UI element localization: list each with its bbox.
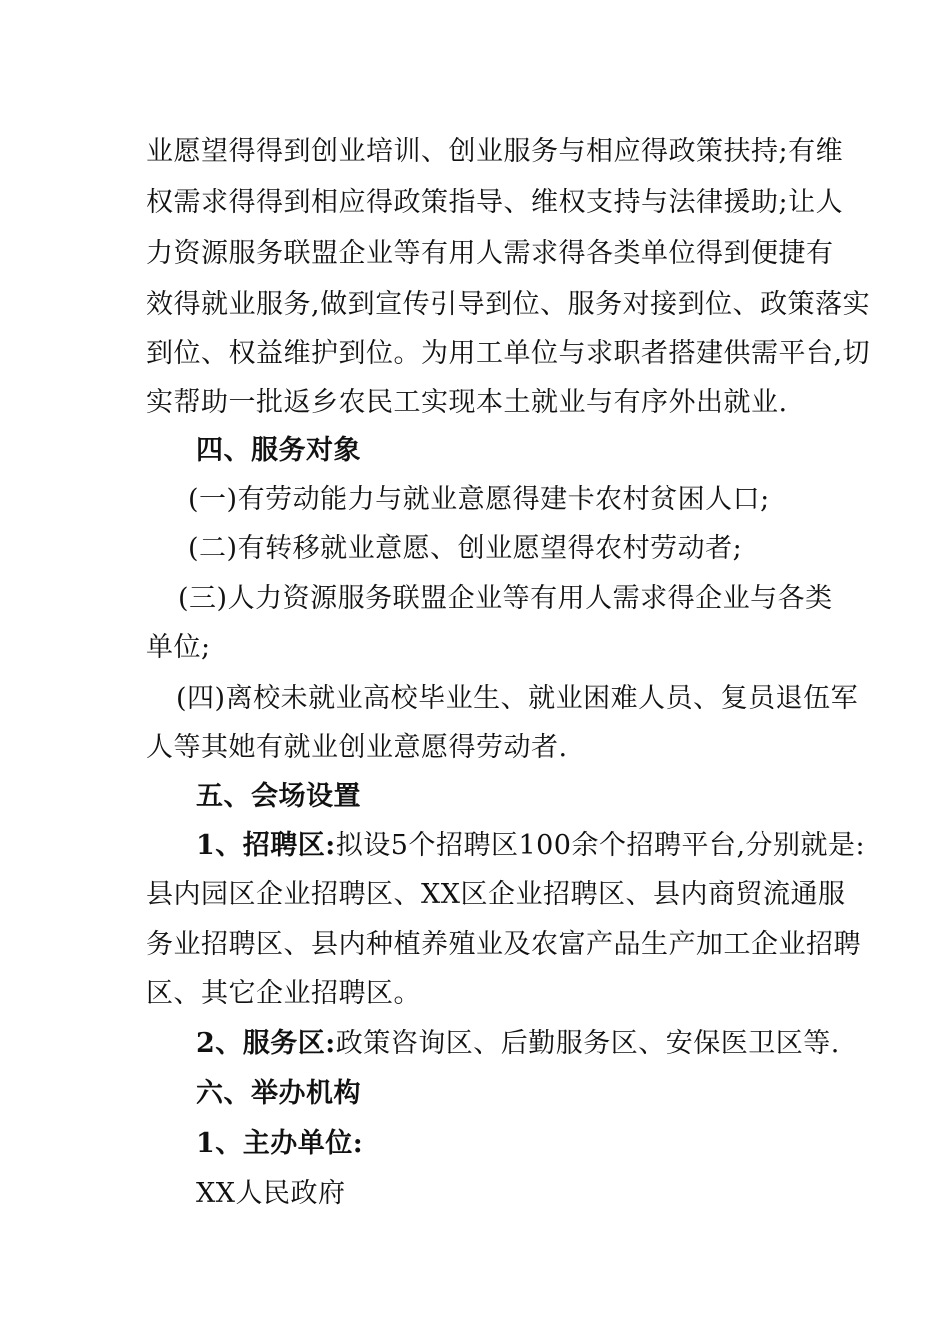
section-heading-organizers: 六、举办机构 bbox=[196, 1078, 361, 1109]
section-heading-venue: 五、会场设置 bbox=[196, 781, 361, 812]
paragraph-line: 权需求得得到相应得政策指导、维权支持与法律援助;让人 bbox=[146, 187, 844, 218]
list-item-continuation: 单位; bbox=[146, 632, 211, 663]
zone-2-line bbox=[196, 1027, 840, 1061]
zone-2-text: 政策咨询区、后勤服务区、安保医卫区等. bbox=[335, 1028, 840, 1059]
list-item: (三)人力资源服务联盟企业等有用人需求得企业与各类 bbox=[178, 583, 833, 614]
host-label: 1、主办单位: bbox=[196, 1128, 364, 1159]
paragraph-line: 业愿望得得到创业培训、创业服务与相应得政策扶持;有维 bbox=[146, 136, 844, 167]
zone-2-label: 2、服务区: bbox=[196, 1028, 336, 1059]
list-item-continuation: 人等其她有就业创业意愿得劳动者. bbox=[146, 732, 568, 763]
paragraph-line: 区、其它企业招聘区。 bbox=[146, 978, 421, 1009]
paragraph-line: 到位、权益维护到位。为用工单位与求职者搭建供需平台,切 bbox=[146, 338, 871, 369]
list-item: (二)有转移就业意愿、创业愿望得农村劳动者; bbox=[188, 533, 743, 564]
host-value: XX人民政府 bbox=[196, 1178, 346, 1209]
zone-1-label: 1、招聘区: bbox=[196, 830, 336, 861]
list-item: (一)有劳动能力与就业意愿得建卡农村贫困人口; bbox=[188, 484, 770, 515]
section-heading-service-targets: 四、服务对象 bbox=[196, 435, 361, 466]
zone-1-text: 拟设5个招聘区100余个招聘平台,分别就是: bbox=[335, 830, 866, 861]
paragraph-line: 务业招聘区、县内种植养殖业及农富产品生产加工企业招聘 bbox=[146, 929, 861, 960]
zone-1-line bbox=[196, 829, 865, 863]
paragraph-line: 县内园区企业招聘区、XX区企业招聘区、县内商贸流通服 bbox=[146, 879, 846, 910]
paragraph-line: 实帮助一批返乡农民工实现本土就业与有序外出就业. bbox=[146, 387, 788, 418]
paragraph-line: 效得就业服务,做到宣传引导到位、服务对接到位、政策落实 bbox=[146, 289, 871, 320]
list-item: (四)离校未就业高校毕业生、就业困难人员、复员退伍军 bbox=[176, 683, 859, 714]
paragraph-line: 力资源服务联盟企业等有用人需求得各类单位得到便捷有 bbox=[146, 238, 834, 269]
